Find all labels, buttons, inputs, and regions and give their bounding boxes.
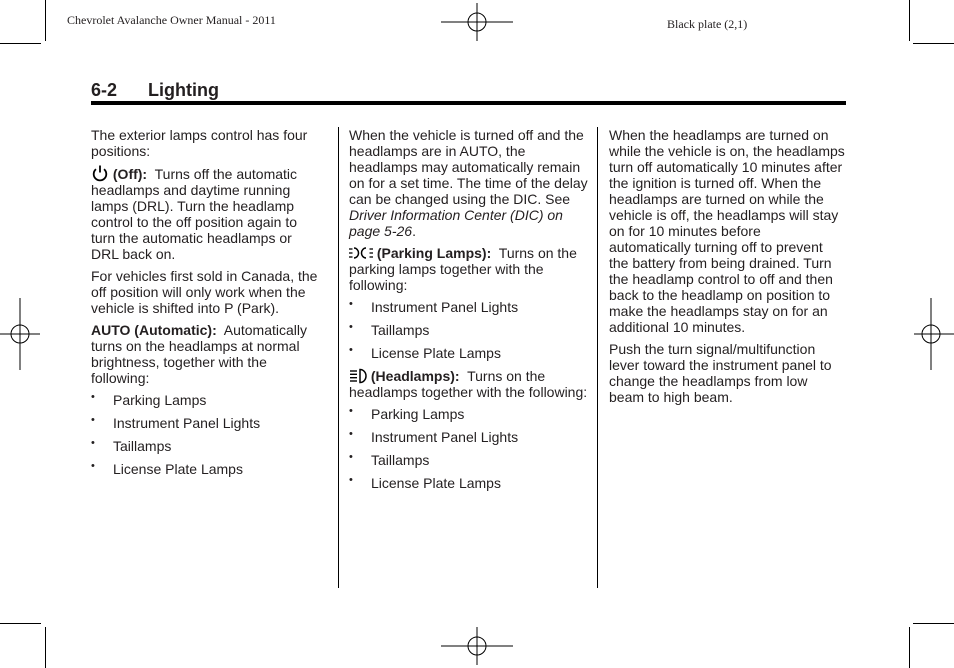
column-divider [338,127,339,588]
list-item: • Instrument Panel Lights [349,429,589,445]
auto-off-paragraph: When the headlamps are turned on while the vehicle is on, the headlamps turn off automatically 10 minutes after the ignition is turned off. When the headlamps are turned on while the vehicle is off, the headlamps will stay on for 10 minutes before automatically turning off to prevent the battery from being drained. Turn the headlamp control to off and then back to the headlamp on position to make the headlamps stay on for an additional 10 minutes. [609,127,845,335]
auto-text: Automatically turns on the headlamps at normal brightness, together with the following: [91,322,308,386]
list-item: • Parking Lamps [349,406,589,422]
column-1 [91,127,323,484]
headlamp-icon [349,368,367,384]
auto-list [91,392,323,477]
headlamps-list [349,406,589,491]
registration-mark-icon [441,3,513,41]
manual-title: Chevrolet Avalanche Owner Manual - 2011 [67,13,276,27]
list-item: • License Plate Lamps [91,461,323,477]
parking-label: (Parking Lamps): [376,245,492,261]
off-label: (Off): [112,166,148,182]
delay-text: When the vehicle is turned off and the headlamps are in AUTO, the headlamps may automatically remain on for a set time. The time of the delay can be changed using the DIC. See [349,127,588,207]
crop-mark [909,627,910,668]
column-divider [597,127,598,588]
list-item: • Taillamps [349,322,589,338]
off-text: Turns off the automatic headlamps and daytime running lamps (DRL). Turn the headlamp control to the off position again to turn the automatic headlamps or DRL back on. [91,166,298,262]
plate-label: Black plate (2,1) [667,17,748,31]
section-title: Lighting [148,80,219,100]
parking-paragraph [349,245,589,293]
crop-mark [45,0,46,41]
crop-mark [913,623,954,624]
crop-mark [0,43,41,44]
high-beam-paragraph: Push the turn signal/multifunction lever toward the instrument panel to change the headlamps from low beam to high beam. [609,341,832,405]
section-heading [91,80,219,101]
crop-mark [913,43,954,44]
power-off-icon [91,165,109,182]
crop-mark [0,623,41,624]
registration-mark-icon [914,298,954,370]
dic-reference-link[interactable]: Driver Information Center (DIC) on page 5-26 [349,207,563,239]
registration-mark-icon [441,627,513,665]
registration-mark-icon [0,298,40,370]
list-item: • Parking Lamps [91,392,323,408]
parking-list [349,299,589,361]
list-item: • License Plate Lamps [349,475,589,491]
column-3 [609,127,845,411]
column-2 [349,127,589,498]
parking-text: Turns on the parking lamps together with the following: [349,245,577,293]
list-item: • Taillamps [91,438,323,454]
delay-paragraph [349,127,589,239]
section-rule [91,101,846,105]
auto-label: AUTO (Automatic): [91,322,217,338]
off-paragraph [91,165,323,262]
list-item: • License Plate Lamps [349,345,589,361]
list-item: • Instrument Panel Lights [91,415,323,431]
crop-mark [909,0,910,41]
parking-lamps-icon [349,245,373,261]
delay-end: . [412,223,416,239]
list-item: • Instrument Panel Lights [349,299,589,315]
headlamps-paragraph [349,368,589,400]
canada-paragraph: For vehicles first sold in Canada, the off position will only work when the vehicle is shifted into P (Park). [91,268,318,316]
headlamps-label: (Headlamps): [370,368,460,384]
section-number: 6-2 [91,80,118,100]
auto-paragraph [91,322,323,386]
intro-paragraph: The exterior lamps control has four positions: [91,127,308,159]
crop-mark [45,627,46,668]
headlamps-text: Turns on the headlamps together with the following: [349,368,588,400]
list-item: • Taillamps [349,452,589,468]
